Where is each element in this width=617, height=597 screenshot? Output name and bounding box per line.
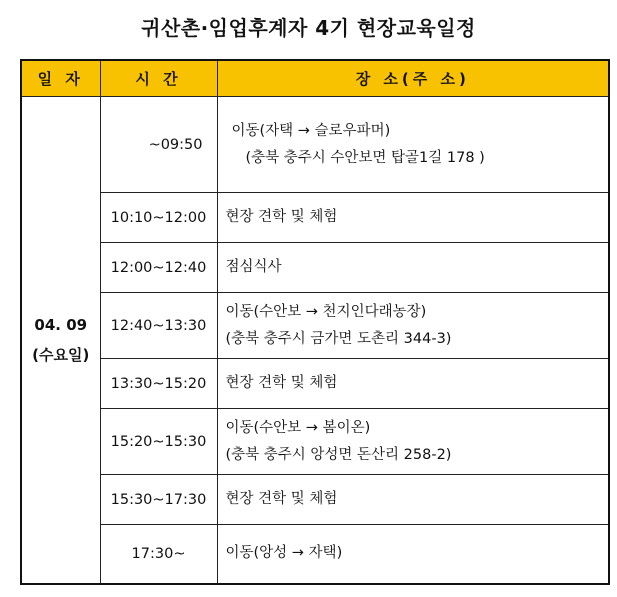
time-cell: ~09:50: [100, 97, 217, 193]
date-day: 04. 09: [34, 315, 88, 334]
table-row: [21, 409, 609, 475]
place-line: 이동(수안보 → 천지인다래농장): [225, 303, 427, 320]
time-cell: 10:10~12:00: [100, 193, 217, 243]
place-address: (충북 충주시 수안보면 탑골1길 178 ): [245, 149, 485, 166]
place-line: 이동(자택 → 슬로우파머): [231, 122, 391, 139]
place-cell: [217, 293, 609, 359]
page-title: 귀산촌·임업후계자 4기 현장교육일정: [141, 16, 476, 40]
header-row: [21, 60, 609, 97]
time-cell: 17:30~: [100, 525, 217, 584]
table-row: [21, 475, 609, 525]
time-cell: 15:20~15:30: [100, 409, 217, 475]
header-time: 시 간: [100, 60, 217, 97]
table-row: [21, 293, 609, 359]
table-row: [21, 97, 609, 193]
time-cell: 13:30~15:20: [100, 359, 217, 409]
time-cell: 12:40~13:30: [100, 293, 217, 359]
table-row: [21, 243, 609, 293]
place-line: 이동(수안보 → 봄이온): [225, 419, 371, 436]
place-cell: 현장 견학 및 체험: [217, 193, 609, 243]
place-address: (충북 충주시 금가면 도촌리 344-3): [225, 330, 452, 347]
date-cell: [21, 97, 100, 584]
date-weekday: (수요일): [32, 345, 90, 364]
place-address: (충북 충주시 앙성면 돈산리 258-2): [225, 446, 452, 463]
place-cell: 현장 견학 및 체험: [217, 359, 609, 409]
header-date: 일 자: [21, 60, 100, 97]
header-place: 장 소(주 소): [217, 60, 609, 97]
schedule-table: [20, 59, 610, 585]
time-cell: 12:00~12:40: [100, 243, 217, 293]
place-cell: 점심식사: [217, 243, 609, 293]
place-cell: 이동(앙성 → 자택): [217, 525, 609, 584]
place-cell: [217, 409, 609, 475]
table-row: [21, 525, 609, 584]
place-cell: [217, 97, 609, 193]
table-row: [21, 359, 609, 409]
table-row: [21, 193, 609, 243]
place-cell: 현장 견학 및 체험: [217, 475, 609, 525]
time-cell: 15:30~17:30: [100, 475, 217, 525]
